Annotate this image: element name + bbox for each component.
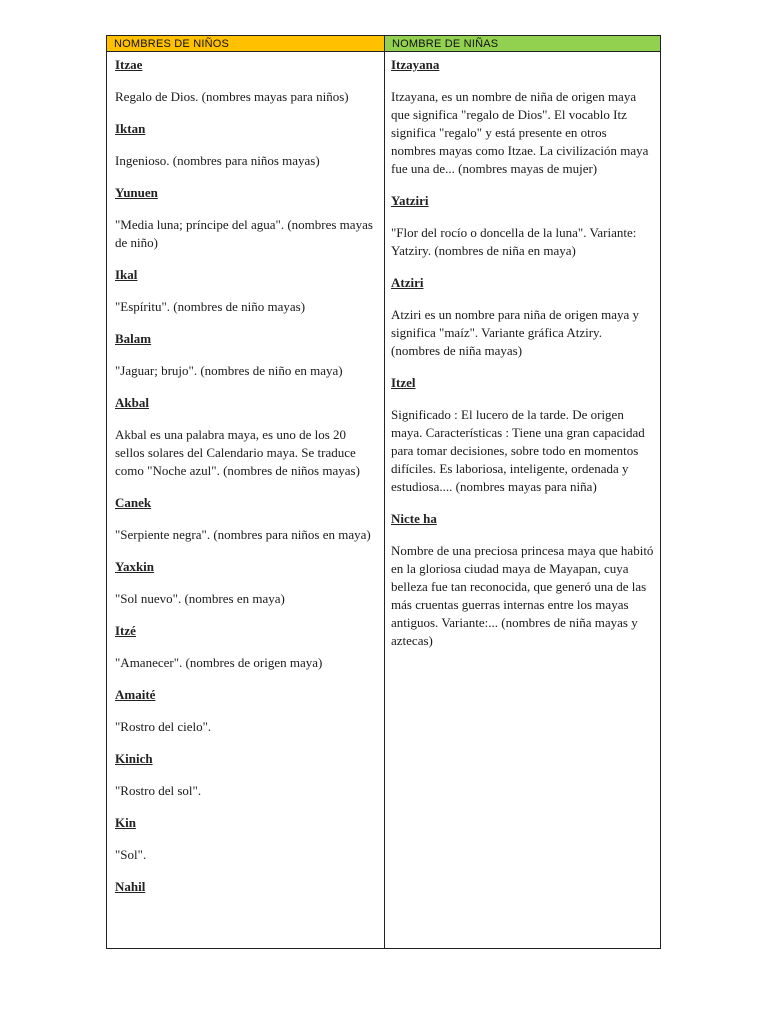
boy-description: "Espíritu". (nombres de niño mayas) — [115, 299, 306, 314]
boy-name: Ikal — [115, 267, 138, 282]
boy-name: Itzé — [115, 623, 136, 638]
boy-description: Regalo de Dios. (nombres mayas para niños) — [115, 89, 349, 104]
girl-name: Itzayana — [391, 57, 440, 72]
boy-name: Yaxkin — [115, 559, 155, 574]
boy-description: Ingenioso. (nombres para niños mayas) — [115, 153, 320, 168]
boy-description: "Amanecer". (nombres de origen maya) — [115, 655, 323, 670]
girl-name: Yatziri — [391, 193, 429, 208]
boy-name: Canek — [115, 495, 152, 510]
boy-description: "Rostro del sol". — [115, 783, 202, 798]
boy-name: Iktan — [115, 121, 146, 136]
boy-name: Balam — [115, 331, 152, 346]
boy-name: Kin — [115, 815, 136, 830]
names-table — [106, 35, 661, 949]
boy-description: "Sol nuevo". (nombres en maya) — [115, 591, 285, 606]
girl-description: Nombre de una preciosa princesa maya que habitó en la gloriosa ciudad maya de Mayapan, cuya belleza fue tan reconocida, que generó una de las más cruentas guerras internas entre los mayas antiguos. Variante:... (nombres de niña mayas y aztecas) — [391, 543, 654, 648]
girls-column — [385, 36, 660, 948]
boy-name: Akbal — [115, 395, 149, 410]
boy-description: "Serpiente negra". (nombres para niños en maya) — [115, 527, 371, 542]
boy-description: "Sol". — [115, 847, 147, 862]
girl-description: Atziri es un nombre para niña de origen maya y significa "maíz". Variante gráfica Atziry. (nombres de niña mayas) — [391, 307, 639, 358]
girls-list — [385, 52, 660, 650]
girl-name: Nicte ha — [391, 511, 437, 526]
boy-name: Itzae — [115, 57, 143, 72]
girls-header: NOMBRE DE NIÑAS — [385, 36, 660, 52]
girl-description: Itzayana, es un nombre de niña de origen maya que significa "regalo de Dios". El vocablo Itz significa "regalo" y está presente en otros nombres mayas como Itzae. La civilización maya fue una de... (nombres mayas de mujer) — [391, 89, 649, 176]
boy-name: Nahil — [115, 879, 146, 894]
girl-description: Significado : El lucero de la tarde. De origen maya. Características : Tiene una gran capacidad para tomar decisiones, sobre todo en momentos difíciles. Es laboriosa, inteligente, ordenada y estudiosa.... (nombres mayas para niña) — [391, 407, 645, 494]
boy-description: "Media luna; príncipe del agua". (nombres mayas de niño) — [115, 217, 373, 250]
boy-description: "Jaguar; brujo". (nombres de niño en maya) — [115, 363, 343, 378]
boy-description: Akbal es una palabra maya, es uno de los 20 sellos solares del Calendario maya. Se traduce como "Noche azul". (nombres de niños mayas) — [115, 427, 360, 478]
boys-list — [107, 52, 384, 896]
boy-name: Yunuen — [115, 185, 158, 200]
girl-name: Atziri — [391, 275, 424, 290]
girl-description: "Flor del rocío o doncella de la luna". Variante: Yatziry. (nombres de niña en maya) — [391, 225, 637, 258]
girl-name: Itzel — [391, 375, 416, 390]
boy-name: Amaité — [115, 687, 156, 702]
boy-name: Kinich — [115, 751, 153, 766]
boy-description: "Rostro del cielo". — [115, 719, 212, 734]
boys-column — [107, 36, 385, 948]
boys-header: NOMBRES DE NIÑOS — [107, 36, 384, 52]
